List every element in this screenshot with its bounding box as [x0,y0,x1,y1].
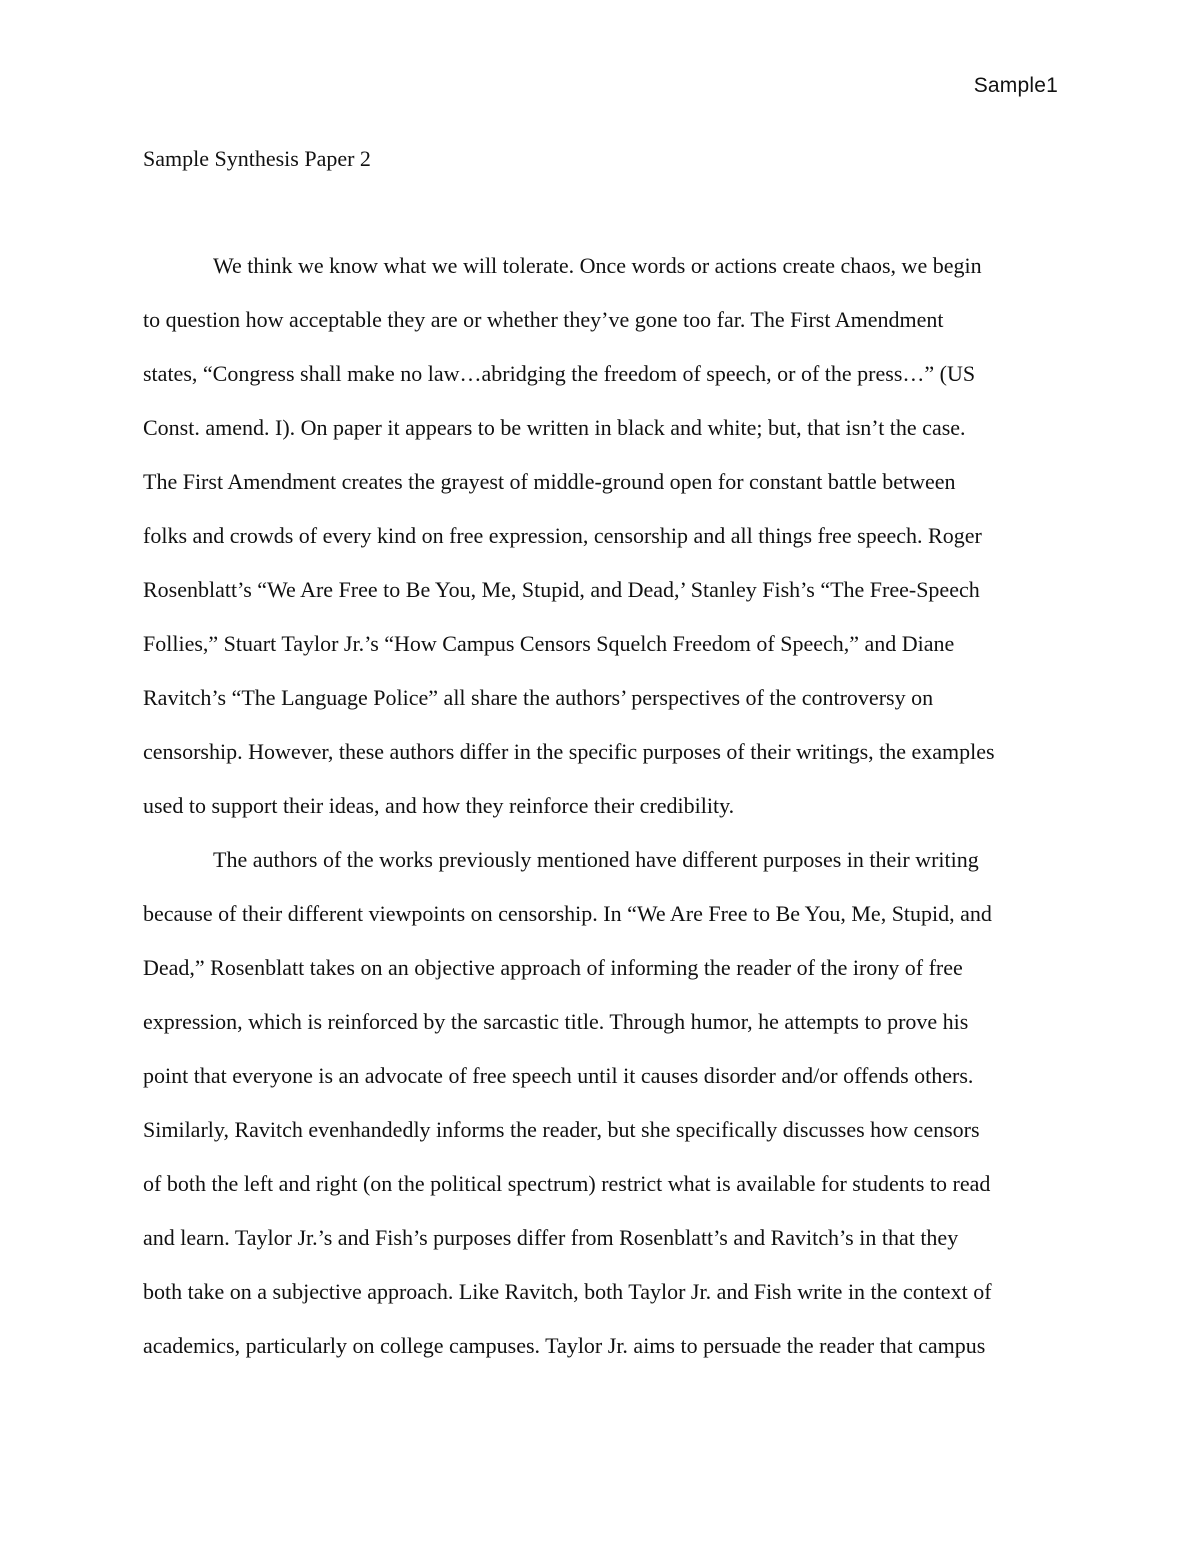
text-line: academics, particularly on college campuses. Taylor Jr. aims to persuade the reader that campus [143,1333,986,1358]
text-line: point that everyone is an advocate of free speech until it causes disorder and/or offends others. [143,1063,974,1088]
running-head: Sample1 [973,74,1058,97]
text-line: The authors of the works previously mentioned have different purposes in their writing [213,847,979,872]
text-line: expression, which is reinforced by the sarcastic title. Through humor, he attempts to prove his [143,1009,969,1034]
text-line: Ravitch’s “The Language Police” all share the authors’ perspectives of the controversy on [143,685,934,710]
text-line: to question how acceptable they are or whether they’ve gone too far. The First Amendment [143,307,944,332]
text-line: folks and crowds of every kind on free expression, censorship and all things free speech. Roger [143,523,982,548]
text-line: Const. amend. I). On paper it appears to be written in black and white; but, that isn’t the case. [143,415,966,440]
text-line: The First Amendment creates the grayest of middle-ground open for constant battle between [143,469,956,494]
text-line: of both the left and right (on the political spectrum) restrict what is available for students to read [143,1171,991,1196]
text-line: Dead,” Rosenblatt takes on an objective approach of informing the reader of the irony of free [143,955,963,980]
text-line: Rosenblatt’s “We Are Free to Be You, Me, Stupid, and Dead,’ Stanley Fish’s “The Free-Speech [143,577,980,602]
text-line: because of their different viewpoints on censorship. In “We Are Free to Be You, Me, Stupid, and [143,901,992,926]
text-line: and learn. Taylor Jr.’s and Fish’s purposes differ from Rosenblatt’s and Ravitch’s in that they [143,1225,959,1250]
text-line: states, “Congress shall make no law…abridging the freedom of speech, or of the press…” (US [143,361,976,386]
text-line: Follies,” Stuart Taylor Jr.’s “How Campus Censors Squelch Freedom of Speech,” and Diane [143,631,955,656]
paper-title: Sample Synthesis Paper 2 [143,146,371,171]
text-line: used to support their ideas, and how they reinforce their credibility. [143,793,735,818]
text-line: We think we know what we will tolerate. Once words or actions create chaos, we begin [213,253,982,278]
text-line: censorship. However, these authors differ in the specific purposes of their writings, the examples [143,739,995,764]
text-line: both take on a subjective approach. Like Ravitch, both Taylor Jr. and Fish write in the context of [143,1279,992,1304]
text-line: Similarly, Ravitch evenhandedly informs the reader, but she specifically discusses how censors [143,1117,980,1142]
